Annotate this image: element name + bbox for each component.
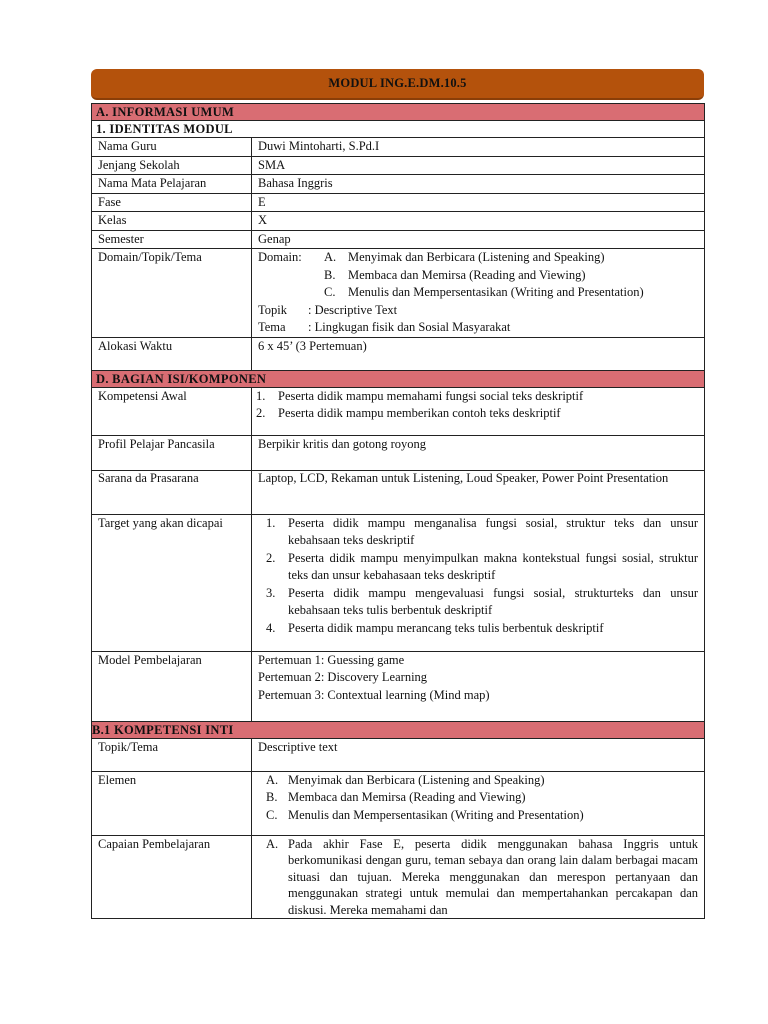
list-item: 2. Peserta didik mampu memberikan contoh teks deskriptif bbox=[256, 406, 561, 420]
row-value: SMA bbox=[252, 156, 705, 175]
table-row bbox=[92, 337, 705, 370]
target-list bbox=[258, 515, 698, 638]
module-table bbox=[91, 103, 705, 919]
row-label: Target yang akan dicapai bbox=[92, 514, 252, 651]
list-item: B. Membaca dan Memirsa (Reading and Viewing) bbox=[266, 790, 526, 804]
tema-value: : Lingkugan fisik dan Sosial Masyarakat bbox=[308, 320, 511, 334]
list-item: A. Menyimak dan Berbicara (Listening and Speaking) bbox=[266, 772, 545, 787]
table-row bbox=[92, 771, 705, 835]
table-row bbox=[92, 230, 705, 249]
row-label: Kompetensi Awal bbox=[92, 387, 252, 435]
section-b1-header bbox=[92, 721, 705, 738]
model-cell bbox=[252, 651, 705, 721]
table-row bbox=[92, 212, 705, 231]
table-row bbox=[92, 175, 705, 194]
list-item: C. Menulis dan Mempersentasikan (Writing and Presentation) bbox=[266, 807, 584, 822]
list-item: 3. Peserta didik mampu mengevaluasi fungsi sosial, strukturteks dan unsur kebahsaan teks tulis berbentuk deskriptif bbox=[266, 585, 698, 617]
row-label: Sarana da Prasarana bbox=[92, 470, 252, 514]
topik-label: Topik bbox=[258, 302, 287, 317]
capaian-list bbox=[258, 836, 698, 919]
list-item: A. Menyimak dan Berbicara (Listening and Speaking) bbox=[324, 250, 605, 264]
row-label: Nama Guru bbox=[92, 138, 252, 157]
table-row bbox=[92, 470, 705, 514]
row-label: Semester bbox=[92, 230, 252, 249]
capaian-cell bbox=[252, 835, 705, 919]
list-item: 1. Peserta didik mampu menganalisa fungsi sosial, struktur teks dan unsur kebahsaan teks deskriptif bbox=[266, 515, 698, 547]
row-value: 6 x 45’ (3 Pertemuan) bbox=[252, 337, 705, 370]
domain-list bbox=[324, 249, 698, 302]
subsection-1-title: 1. IDENTITAS MODUL bbox=[92, 121, 705, 138]
row-value: X bbox=[252, 212, 705, 231]
row-label: Alokasi Waktu bbox=[92, 337, 252, 370]
row-value: Laptop, LCD, Rekaman untuk Listening, Loud Speaker, Power Point Presentation bbox=[252, 470, 705, 514]
table-row bbox=[92, 193, 705, 212]
section-a-header bbox=[92, 104, 705, 121]
row-label: Capaian Pembelajaran bbox=[92, 835, 252, 919]
module-title-banner bbox=[91, 69, 704, 100]
model-line: Pertemuan 2: Discovery Learning bbox=[258, 670, 428, 684]
model-line: Pertemuan 1: Guessing game bbox=[258, 652, 405, 667]
row-value: Genap bbox=[252, 230, 705, 249]
list-item: 2. Peserta didik mampu menyimpulkan makna kontekstual fungsi sosial, struktur teks dan unsur kebahasaan teks deskriptif bbox=[266, 550, 698, 582]
table-row bbox=[92, 435, 705, 470]
kompetensi-awal-list bbox=[252, 388, 698, 423]
subsection-1-header bbox=[92, 121, 705, 138]
domain-row bbox=[92, 249, 705, 338]
list-item: 4. Peserta didik mampu merancang teks tulis berbentuk deskriptif bbox=[266, 620, 604, 635]
table-row bbox=[92, 514, 705, 651]
row-label: Nama Mata Pelajaran bbox=[92, 175, 252, 194]
domain-label: Domain: bbox=[258, 250, 302, 264]
target-cell bbox=[252, 514, 705, 651]
list-item: C. Menulis dan Mempersentasikan (Writing and Presentation) bbox=[324, 285, 644, 299]
row-label: Profil Pelajar Pancasila bbox=[92, 435, 252, 470]
row-label: Topik/Tema bbox=[92, 738, 252, 771]
model-line: Pertemuan 3: Contextual learning (Mind map) bbox=[258, 687, 490, 702]
table-row bbox=[92, 738, 705, 771]
topik-value: : Descriptive Text bbox=[308, 302, 398, 317]
row-value: Berpikir kritis dan gotong royong bbox=[252, 435, 705, 470]
row-label: Elemen bbox=[92, 771, 252, 835]
table-row bbox=[92, 156, 705, 175]
row-value: Duwi Mintoharti, S.Pd.I bbox=[252, 138, 705, 157]
elemen-list bbox=[258, 772, 698, 825]
row-value: Descriptive text bbox=[252, 738, 705, 771]
elemen-cell bbox=[252, 771, 705, 835]
row-label: Domain/Topik/Tema bbox=[92, 249, 252, 338]
list-item: B. Membaca dan Memirsa (Reading and Viewing) bbox=[324, 267, 586, 282]
table-row bbox=[92, 651, 705, 721]
section-b1-title: B.1 KOMPETENSI INTI bbox=[92, 721, 705, 738]
row-value: Bahasa Inggris bbox=[252, 175, 705, 194]
section-d-title: D. BAGIAN ISI/KOMPONEN bbox=[92, 370, 705, 387]
table-row bbox=[92, 387, 705, 435]
table-row bbox=[92, 835, 705, 919]
section-d-header bbox=[92, 370, 705, 387]
section-a-title: A. INFORMASI UMUM bbox=[92, 104, 705, 121]
domain-cell bbox=[252, 249, 705, 338]
table-row bbox=[92, 138, 705, 157]
list-item: 1. Peserta didik mampu memahami fungsi social teks deskriptif bbox=[256, 388, 584, 403]
row-label: Kelas bbox=[92, 212, 252, 231]
row-value: E bbox=[252, 193, 705, 212]
kompetensi-awal-cell bbox=[252, 387, 705, 435]
row-label: Model Pembelajaran bbox=[92, 651, 252, 721]
tema-label: Tema bbox=[258, 320, 286, 334]
row-label: Jenjang Sekolah bbox=[92, 156, 252, 175]
list-item: A. Pada akhir Fase E, peserta didik menggunakan bahasa Inggris untuk berkomunikasi dengan guru, teman sebaya dan orang lain dalam berbagai macam situasi dan tujuan. Mereka menggunakan dan merespon pertanyaan dan menggunakan strategi untuk memulai dan mempertahankan percakapan dan diskusi. Mereka memahami dan bbox=[266, 836, 698, 917]
row-label: Fase bbox=[92, 193, 252, 212]
module-title: MODUL ING.E.DM.10.5 bbox=[328, 76, 467, 90]
